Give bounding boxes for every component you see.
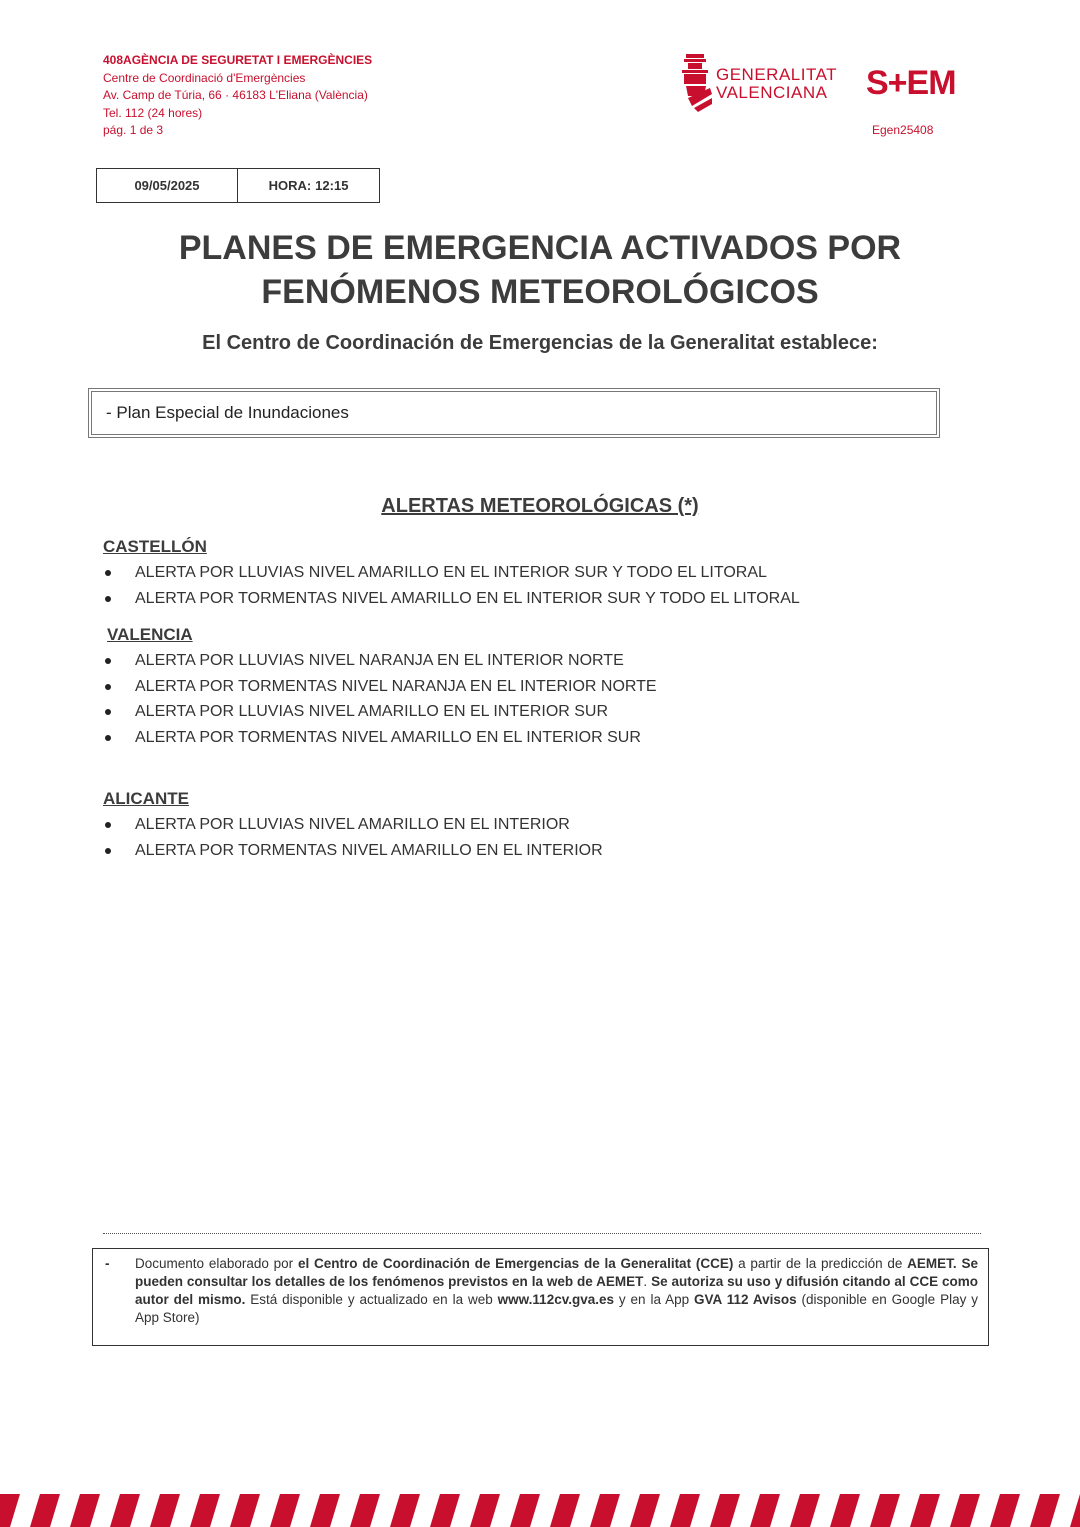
- stripe-segment: [430, 1494, 460, 1527]
- generalitat-logo-text: [716, 66, 837, 102]
- date-cell: 09/05/2025: [97, 169, 238, 202]
- alert-list: [103, 812, 963, 863]
- active-plan: - Plan Especial de Inundaciones: [91, 391, 937, 435]
- alert-item: ALERTA POR TORMENTAS NIVEL AMARILLO EN EL INTERIOR SUR: [103, 725, 963, 751]
- footer-bold: AEMET. Se pueden consultar los detalles de los fenómenos previstos en la web de AEMET: [135, 1256, 978, 1289]
- center-name: Centre de Coordinació d'Emergències: [103, 70, 306, 85]
- header-address-block: [103, 52, 372, 140]
- stripe-segment: [590, 1494, 620, 1527]
- stripe-segment: [1030, 1494, 1060, 1527]
- document-code: Egen25408: [872, 123, 934, 137]
- stripe-segment: [230, 1494, 260, 1527]
- stripe-segment: [910, 1494, 940, 1527]
- stripe-segment: [470, 1494, 500, 1527]
- footer-bold: Se autoriza su uso y difusión citando al CCE como autor del mismo.: [135, 1274, 978, 1307]
- alert-item: ALERTA POR TORMENTAS NIVEL AMARILLO EN EL INTERIOR SUR Y TODO EL LITORAL: [103, 586, 963, 612]
- stripe-segment: [670, 1494, 700, 1527]
- stripe-segment: [270, 1494, 300, 1527]
- stripe-segment: [510, 1494, 540, 1527]
- stripe-segment: [1070, 1494, 1080, 1527]
- org-name: 408AGÈNCIA DE SEGURETAT I EMERGÈNCIES: [103, 53, 373, 67]
- stripe-segment: [750, 1494, 780, 1527]
- stripe-segment: [550, 1494, 580, 1527]
- logo-line-1: GENERALITAT: [716, 65, 838, 84]
- stripe-segment: [190, 1494, 220, 1527]
- stripe-segment: [390, 1494, 420, 1527]
- footer-text: .: [643, 1274, 652, 1289]
- footer-text: a partir de la predicción de: [733, 1256, 908, 1271]
- red-stripe-border: [0, 1494, 1080, 1527]
- stripe-segment: [70, 1494, 100, 1527]
- alert-list: [103, 648, 963, 750]
- footer-text: y en la App: [614, 1292, 695, 1307]
- website-link[interactable]: www.112cv.gva.es: [497, 1292, 614, 1307]
- title-line-2: FENÓMENOS METEOROLÓGICOS: [261, 273, 819, 311]
- alerts-heading: ALERTAS METEOROLÓGICAS (*): [381, 495, 699, 517]
- stripe-segment: [830, 1494, 860, 1527]
- province-name: CASTELLÓN: [103, 537, 207, 556]
- stripe-segment: [790, 1494, 820, 1527]
- alert-list: [103, 560, 963, 611]
- stripe-segment: [630, 1494, 660, 1527]
- alert-item: ALERTA POR LLUVIAS NIVEL AMARILLO EN EL INTERIOR: [103, 812, 963, 838]
- stripe-segment: [30, 1494, 60, 1527]
- sem-logo: S+EM: [866, 64, 956, 102]
- time-label: HORA:: [268, 178, 312, 193]
- alert-item: ALERTA POR LLUVIAS NIVEL AMARILLO EN EL INTERIOR SUR: [103, 699, 963, 725]
- date-time-box: [96, 168, 380, 203]
- stripe-segment: [990, 1494, 1020, 1527]
- stripe-segment: [310, 1494, 340, 1527]
- subtitle: El Centro de Coordinación de Emergencias de la Generalitat establece:: [202, 332, 878, 354]
- footer-dash: -: [105, 1256, 110, 1271]
- stripe-segment: [950, 1494, 980, 1527]
- title-line-1: PLANES DE EMERGENCIA ACTIVADOS POR: [178, 229, 902, 267]
- address: Av. Camp de Túria, 66 · 46183 L'Eliana (València): [103, 88, 368, 102]
- logos: [680, 52, 980, 122]
- stripe-segment: [150, 1494, 180, 1527]
- stripe-segment: [0, 1494, 20, 1527]
- footer-text: Está disponible y actualizado en la web: [245, 1292, 498, 1307]
- stripe-segment: [110, 1494, 140, 1527]
- time-cell: [238, 169, 379, 202]
- alert-item: ALERTA POR TORMENTAS NIVEL NARANJA EN EL INTERIOR NORTE: [103, 674, 963, 700]
- time-value: 12:15: [315, 178, 349, 193]
- alert-item: ALERTA POR LLUVIAS NIVEL AMARILLO EN EL INTERIOR SUR Y TODO EL LITORAL: [103, 560, 963, 586]
- alert-item: ALERTA POR TORMENTAS NIVEL AMARILLO EN EL INTERIOR: [103, 838, 963, 864]
- province-valencia: [103, 624, 963, 750]
- footer-bold: el Centro de Coordinación de Emergencias de la Generalitat (CCE): [297, 1256, 734, 1271]
- page-number: pág. 1 de 3: [103, 123, 164, 137]
- stripe-segment: [710, 1494, 740, 1527]
- phone: Tel. 112 (24 hores): [103, 105, 203, 120]
- alert-item: ALERTA POR LLUVIAS NIVEL NARANJA EN EL INTERIOR NORTE: [103, 648, 963, 674]
- province-castellon: [103, 536, 963, 611]
- province-name: VALENCIA: [107, 625, 193, 644]
- logo-line-2: VALENCIANA: [716, 83, 828, 102]
- footer-note: [92, 1248, 989, 1346]
- dotted-divider: [103, 1233, 981, 1234]
- stripe-segment: [870, 1494, 900, 1527]
- active-plan-box: [88, 388, 940, 438]
- stripe-segment: [350, 1494, 380, 1527]
- page-title: [0, 226, 1080, 314]
- province-alicante: [103, 788, 963, 863]
- generalitat-crest-icon: [680, 52, 714, 114]
- footer-text: (disponible en Google Play y App Store): [135, 1292, 979, 1325]
- app-name: GVA 112 Avisos: [694, 1292, 797, 1307]
- footer-text: Documento elaborado por: [135, 1256, 298, 1271]
- province-name: ALICANTE: [103, 789, 189, 808]
